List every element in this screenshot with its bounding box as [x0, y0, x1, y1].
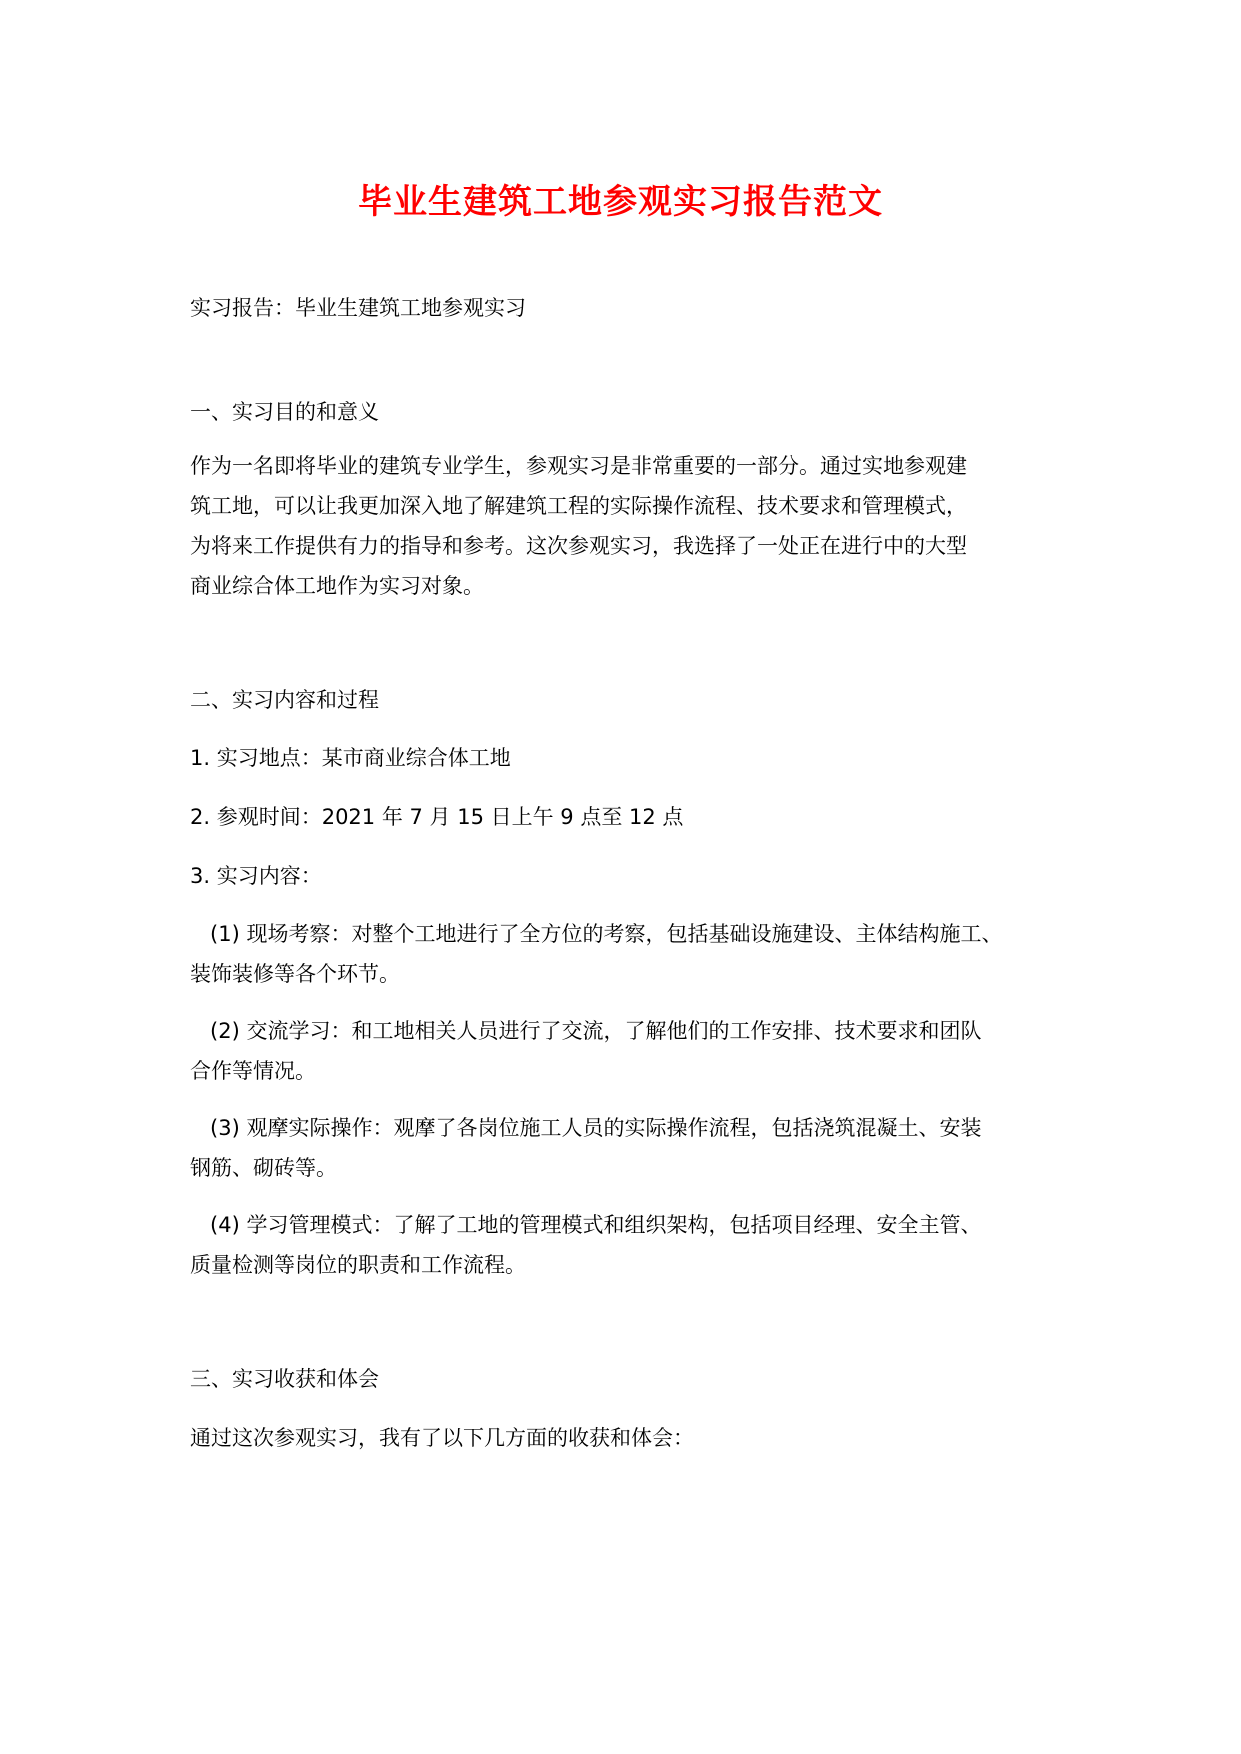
section2-item-content: 3. 实习内容：	[190, 864, 322, 888]
sub-item-3-line-2: 钢筋、砌砖等。	[190, 1156, 337, 1180]
sub-item-3-line-1: (3) 观摩实际操作：观摩了各岗位施工人员的实际操作流程，包括浇筑混凝土、安装	[190, 1116, 982, 1140]
section1-line-2: 筑工地，可以让我更加深入地了解建筑工程的实际操作流程、技术要求和管理模式，	[190, 494, 967, 518]
sub-item-2-line-1: (2) 交流学习：和工地相关人员进行了交流，了解他们的工作安排、技术要求和团队	[190, 1019, 982, 1043]
section1-line-4: 商业综合体工地作为实习对象。	[190, 574, 484, 598]
sub-item-1-line-1: (1) 现场考察：对整个工地进行了全方位的考察，包括基础设施建设、主体结构施工、	[190, 922, 1003, 946]
section2-sub-item-1	[190, 914, 1070, 994]
section1-line-1: 作为一名即将毕业的建筑专业学生，参观实习是非常重要的一部分。通过实地参观建	[190, 454, 967, 478]
sub-item-4-line-1: (4) 学习管理模式：了解了工地的管理模式和组织架构，包括项目经理、安全主管、	[190, 1213, 982, 1237]
section2-sub-item-3	[190, 1108, 1070, 1188]
sub-item-4-line-2: 质量检测等岗位的职责和工作流程。	[190, 1253, 526, 1277]
subtitle: 实习报告：毕业生建筑工地参观实习	[190, 296, 526, 320]
sub-item-2-line-2: 合作等情况。	[190, 1059, 316, 1083]
section2-sub-item-4	[190, 1205, 1070, 1285]
section2-item-location: 1. 实习地点：某市商业综合体工地	[190, 746, 511, 770]
section1-paragraph	[190, 446, 1070, 606]
section1-line-3: 为将来工作提供有力的指导和参考。这次参观实习，我选择了一处正在进行中的大型	[190, 534, 967, 558]
section2-sub-item-2	[190, 1011, 1070, 1091]
section2-item-time: 2. 参观时间：2021 年 7 月 15 日上午 9 点至 12 点	[190, 805, 684, 829]
document-title: 毕业生建筑工地参观实习报告范文	[358, 182, 883, 222]
section1-heading: 一、实习目的和意义	[190, 400, 379, 424]
section2-heading: 二、实习内容和过程	[190, 688, 379, 712]
sub-item-1-line-2: 装饰装修等各个环节。	[190, 962, 400, 986]
section3-heading: 三、实习收获和体会	[190, 1367, 379, 1391]
section3-intro: 通过这次参观实习，我有了以下几方面的收获和体会：	[190, 1426, 694, 1450]
